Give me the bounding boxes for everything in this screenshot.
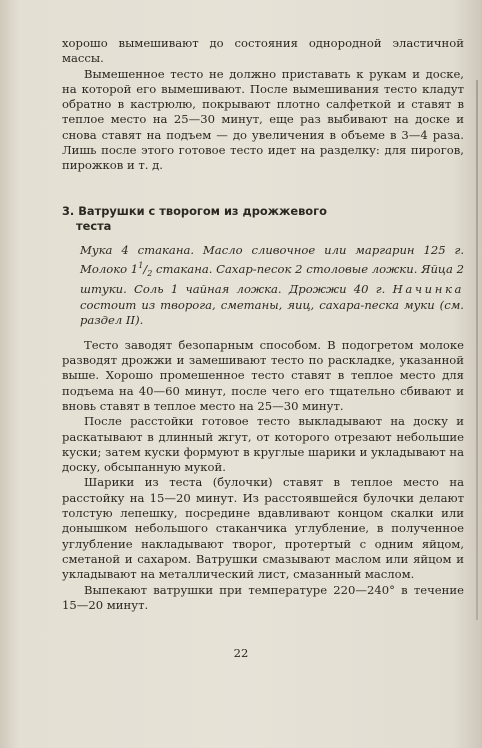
intro-paragraph-1: хорошо вымешивают до состояния однородной эластичной массы. — [62, 36, 464, 66]
section-title-line-1: Ватрушки с творогом из дрожжевого — [78, 203, 327, 218]
section-title-line-2: теста — [76, 218, 112, 233]
page-edge-shadow — [476, 80, 478, 620]
body-paragraph-2: После расстойки готовое тесто выкладывают на доску и раскатывают в длинный жгут, от которого отрезают небольшие куски; затем куски формуют в круглые шарики и укладывают на доску, обсыпанную мукой. — [62, 414, 464, 475]
page-number: 22 — [233, 646, 249, 660]
fraction-numerator: 1 — [138, 261, 144, 271]
ingredients-text-3: состоит из творога, сметаны, яиц, сахара-песка муки (см. раздел II). — [80, 297, 464, 328]
ingredients-list: Мука 4 стакана. Масло сливочное или маргарин 125 г. Молоко $1^1/_2$ стакана. Сахар-песок 2 столовые ложки. Яйца 2 штуки. Соль 1 чайная ложка. Дрожжи 40 г. Начинка состоит из творога, сметаны, яиц, сахара-песка муки (см. раздел II). — [80, 242, 464, 328]
page-text — [62, 36, 464, 613]
ingredients-text-1: Мука 4 стакана. Масло сливочное или маргарин 125 г. Молоко 1 — [80, 242, 464, 277]
fraction-denominator: 2 — [147, 269, 153, 279]
body-paragraph-3: Шарики из теста (булочки) ставят в теплое место на расстойку на 15—20 минут. Из расстоявшейся булочки делают толстую лепешку, посредине вдавливают концом скалки или донышком небольшого стаканчика углубление, в полученное углубление накладывают творог, протертый с одним яйцом, сметаной и сахаром. Ватрушки смазывают маслом или яйцом и укладывают на металлический лист, смазанный маслом. — [62, 475, 464, 582]
ingredients-text-2: стакана. Сахар-песок 2 столовые ложки. Яйца 2 штуки. Соль 1 чайная ложка. Дрожжи 40 г. — [80, 262, 464, 297]
section-heading — [62, 204, 464, 234]
intro-paragraph-2: Вымешенное тесто не должно приставать к рукам и доске, на которой его вымешивают. После вымешивания тесто кладут обратно в кастрюлю, покрывают плотно салфеткой и ставят в теплое место на 25—30 минут, еще раз выбивают на доске и снова ставят на подъем — до увеличения в объеме в 3—4 раза. Лишь после этого готовое тесто идет на разделку: для пирогов, пирожков и т. д. — [62, 66, 464, 173]
body-paragraph-4: Выпекают ватрушки при температуре 220—240° в течение 15—20 минут. — [62, 582, 464, 612]
body-paragraph-1: Тесто заводят безопарным способом. В подогретом молоке разводят дрожжи и замешивают тесто по раскладке, указанной выше. Хорошо промешенное тесто ставят в теплое место для подъема на 40—60 минут, после чего его тщательно сбивают и вновь ставят в теплое место на 25—30 минут. — [62, 337, 464, 413]
filling-word: Начинка — [392, 282, 464, 297]
section-number: 3. — [62, 203, 75, 218]
